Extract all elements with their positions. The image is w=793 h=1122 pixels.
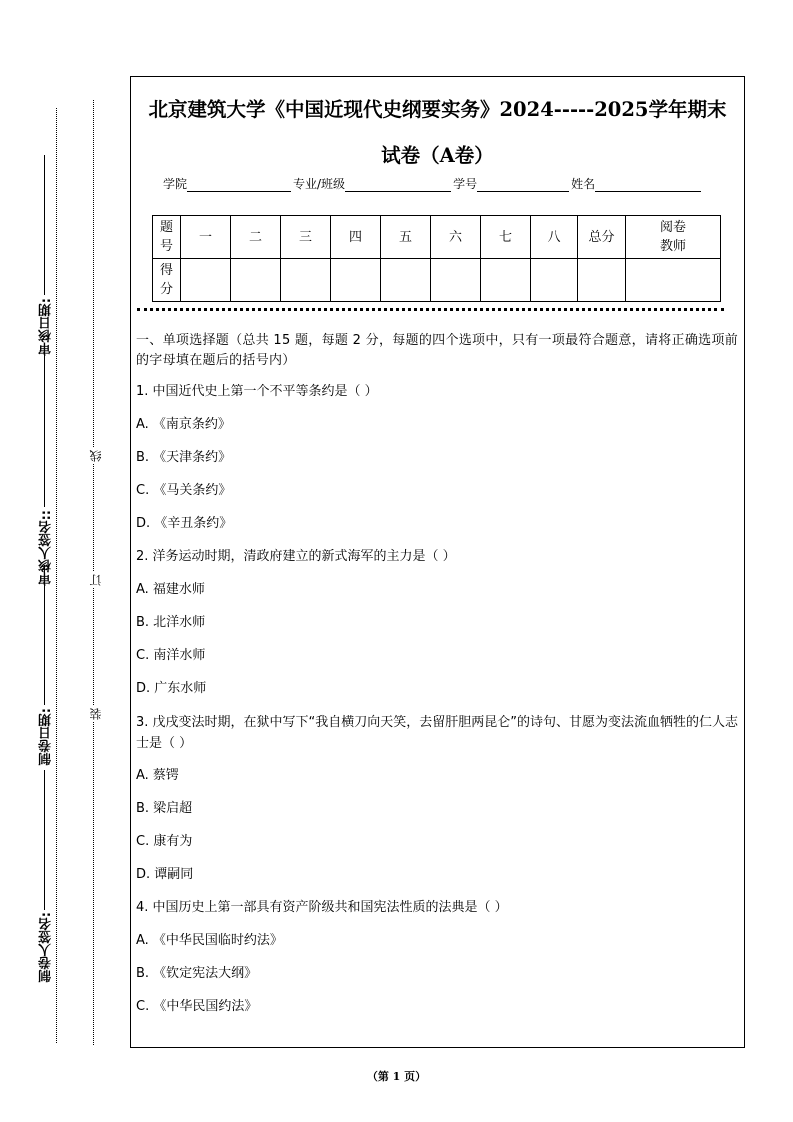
question-1-stem: 1. 中国近代史上第一个不平等条约是（ ） — [136, 384, 378, 399]
title-line-1: 北京建筑大学《中国近现代史纲要实务》2024-----2025学年期末 — [148, 98, 727, 121]
question-1-option-b[interactable]: B. 《天津条约》 — [136, 450, 232, 465]
page-number: （第 1 页） — [366, 1070, 427, 1083]
sign-line-maker-date — [44, 565, 45, 705]
score-col-4: 四 — [331, 216, 381, 259]
question-3-stem: 3. 戊戌变法时期，在狱中写下“我自横刀向天笑，去留肝胆两昆仑”的诗句、甘愿为变法流血牺牲的仁人志士是（ ） — [136, 715, 739, 751]
field-blank-college[interactable] — [187, 179, 291, 192]
question-2-option-b[interactable]: B. 北洋水师 — [136, 615, 206, 630]
question-3-option-d[interactable]: D. 谭嗣同 — [136, 867, 194, 882]
field-label-student-id: 学号 — [453, 177, 478, 191]
question-1-option-c[interactable]: C. 《马关条约》 — [136, 483, 232, 498]
question-3-option-c[interactable]: C. 康有为 — [136, 834, 193, 849]
bind-char-zhuang: 装 — [89, 708, 103, 720]
score-table-score-row — [153, 259, 721, 302]
field-blank-student-id[interactable] — [477, 179, 569, 192]
score-cell-7[interactable] — [481, 259, 531, 302]
score-col-grader — [626, 216, 721, 259]
audit-date-label: 审核日期: — [39, 298, 54, 356]
question-4-option-b[interactable]: B. 《钦定宪法大纲》 — [136, 966, 258, 981]
score-table — [152, 215, 721, 302]
maker-signature-label: 制卷人签名: — [39, 912, 54, 983]
question-4-option-c[interactable]: C. 《中华民国约法》 — [136, 999, 258, 1014]
tihao-text: 题号 — [159, 220, 173, 254]
dotted-separator — [137, 308, 724, 311]
score-col-6: 六 — [431, 216, 481, 259]
score-cell-total[interactable] — [578, 259, 626, 302]
question-3-option-b[interactable]: B. 梁启超 — [136, 801, 193, 816]
title-line-2: 试卷（A卷） — [381, 144, 494, 167]
score-cell-6[interactable] — [431, 259, 481, 302]
question-2-option-c[interactable]: C. 南洋水师 — [136, 648, 206, 663]
score-cell-3[interactable] — [281, 259, 331, 302]
maker-date-label: 制卷日期: — [39, 708, 54, 766]
section-1-heading: 一、单项选择题（总共 15 题，每题 2 分，每题的四个选项中，只有一项最符合题意，请将正确选项前的字母填在题后的括号内） — [136, 333, 739, 368]
auditor-signature-label: 审核人签名:: — [39, 510, 54, 586]
score-col-total: 总分 — [578, 216, 626, 259]
field-label-name: 姓名 — [571, 177, 596, 191]
student-info-row — [163, 175, 703, 192]
score-cell-1[interactable] — [181, 259, 231, 302]
field-blank-major-class[interactable] — [345, 179, 451, 192]
grader-text: 阅卷教师 — [659, 220, 686, 254]
sign-line-auditor — [44, 352, 45, 507]
score-col-3: 三 — [281, 216, 331, 259]
question-1-option-a[interactable]: A. 《南京条约》 — [136, 417, 231, 432]
dotted-line-left — [56, 108, 57, 1043]
question-4-stem: 4. 中国历史上第一部具有资产阶级共和国宪法性质的法典是（ ） — [136, 900, 508, 915]
score-cell-5[interactable] — [381, 259, 431, 302]
question-2-option-d[interactable]: D. 广东水师 — [136, 681, 207, 696]
score-table-header-row — [153, 216, 721, 259]
score-col-8: 八 — [531, 216, 578, 259]
score-col-1: 一 — [181, 216, 231, 259]
sign-line-maker — [44, 770, 45, 910]
exam-content — [136, 331, 740, 1030]
question-3-option-a[interactable]: A. 蔡锷 — [136, 768, 179, 783]
field-blank-name[interactable] — [595, 179, 701, 192]
score-col-7: 七 — [481, 216, 531, 259]
score-col-2: 二 — [231, 216, 281, 259]
bind-char-ding: 订 — [89, 574, 103, 586]
question-2-stem: 2. 洋务运动时期，清政府建立的新式海军的主力是（ ） — [136, 549, 456, 564]
bind-char-xian: 线 — [89, 450, 103, 462]
exam-frame — [130, 76, 745, 1048]
field-label-major-class: 专业/班级 — [293, 177, 346, 191]
score-head-defen — [153, 259, 181, 302]
question-4-option-a[interactable]: A. 《中华民国临时约法》 — [136, 933, 283, 948]
score-head-tihao — [153, 216, 181, 259]
exam-title — [131, 87, 744, 179]
sign-line-audit-date — [44, 155, 45, 295]
score-col-5: 五 — [381, 216, 431, 259]
score-cell-2[interactable] — [231, 259, 281, 302]
question-1-option-d[interactable]: D. 《辛丑条约》 — [136, 516, 233, 531]
defen-text: 得分 — [159, 263, 173, 297]
field-label-college: 学院 — [163, 177, 188, 191]
question-2-option-a[interactable]: A. 福建水师 — [136, 582, 205, 597]
score-cell-8[interactable] — [531, 259, 578, 302]
score-cell-4[interactable] — [331, 259, 381, 302]
score-cell-grader[interactable] — [626, 259, 721, 302]
